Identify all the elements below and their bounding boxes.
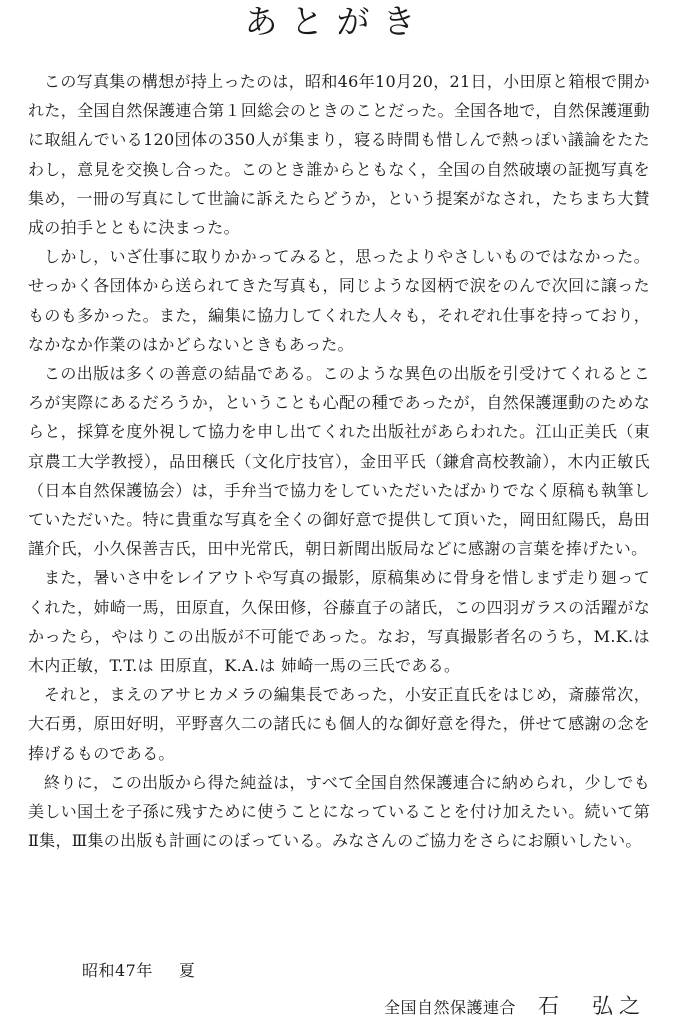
paragraph-3: この出版は多くの善意の結晶である。このような異色の出版を引受けてくれるところが実際にあるだろうか，ということも心配の種であったが，自然保護運動のためならと，採算を度外視して協力を申し出てくれた出版社があらわれた。江山正美氏（東京農工大学教授），品田穣氏（文化庁技官），金田平氏（鎌倉高校教諭），木内正敏氏（日本自然保護協会）は，手弁当で協力をしていただいたばかりでなく原稿も執筆していただいた。特に貴重な写真を全くの御好意で提供して頂いた，岡田紅陽氏，島田謹介氏，小久保善吉氏，田中光常氏，朝日新聞出版局などに感謝の言葉を捧げたい。 bbox=[28, 364, 650, 559]
date-text: 昭和47年 bbox=[82, 961, 153, 980]
paragraph-1: この写真集の構想が持上ったのは，昭和46年10月20，21日，小田原と箱根で開かれた，全国自然保護連合第１回総会のときのことだった。全国各地で，自然保護運動に取組んでいる120団体の350人が集まり，寝る時間も惜しんで熱っぽい議論をたたわし，意見を交換し合った。このとき誰からともなく，全国の自然破壊の証拠写真を集め，一冊の写真にして世論に訴えたらどうか，という提案がなされ，たちまち大賛成の拍手とともに決まった。 bbox=[28, 72, 650, 238]
closing-date bbox=[82, 958, 195, 981]
organization-name: 全国自然保護連合 bbox=[384, 998, 517, 1017]
afterword-body bbox=[28, 67, 650, 855]
page-title: あとがき bbox=[244, 2, 429, 41]
paragraph-4: また，暑いさ中をレイアウトや写真の撮影，原稿集めに骨身を惜しまず走り廻ってくれた，姉崎一馬，田原直，久保田修，谷藤直子の諸氏，この四羽ガラスの活躍がなかったら，やはりこの出版が不可能であった。なお，写真撮影者名のうち，M.K.は木内正敏，T.T.は 田原直，K.A.は 姉崎一馬の三氏である。 bbox=[28, 568, 650, 676]
season-text: 夏 bbox=[178, 961, 196, 980]
paragraph-2: しかし，いざ仕事に取りかかってみると，思ったよりやさしいものではなかった。せっかく各団体から送られてきた写真も，同じような図柄で涙をのんで次回に譲ったものも多かった。また，編集に協力してくれた人々も，それぞれ仕事を持っており，なかなか作業のはかどらないときもあった。 bbox=[28, 247, 650, 354]
signature bbox=[384, 990, 646, 1020]
author-name: 石 弘之 bbox=[538, 994, 647, 1018]
paragraph-5: それと，まえのアサヒカメラの編集長であった，小安正直氏をはじめ，斎藤常次，大石勇，原田好明，平野喜久二の諸氏にも個人的な御好意を得た，併せて感謝の念を捧げるものである。 bbox=[28, 685, 650, 763]
paragraph-6: 終りに，この出版から得た純益は，すべて全国自然保護連合に納められ，少しでも美しい国土を子孫に残すために使うことになっていることを付け加えたい。続いて第Ⅱ集，Ⅲ集の出版も計画にのぼっている。みなさんのご協力をさらにお願いしたい。 bbox=[28, 772, 650, 851]
